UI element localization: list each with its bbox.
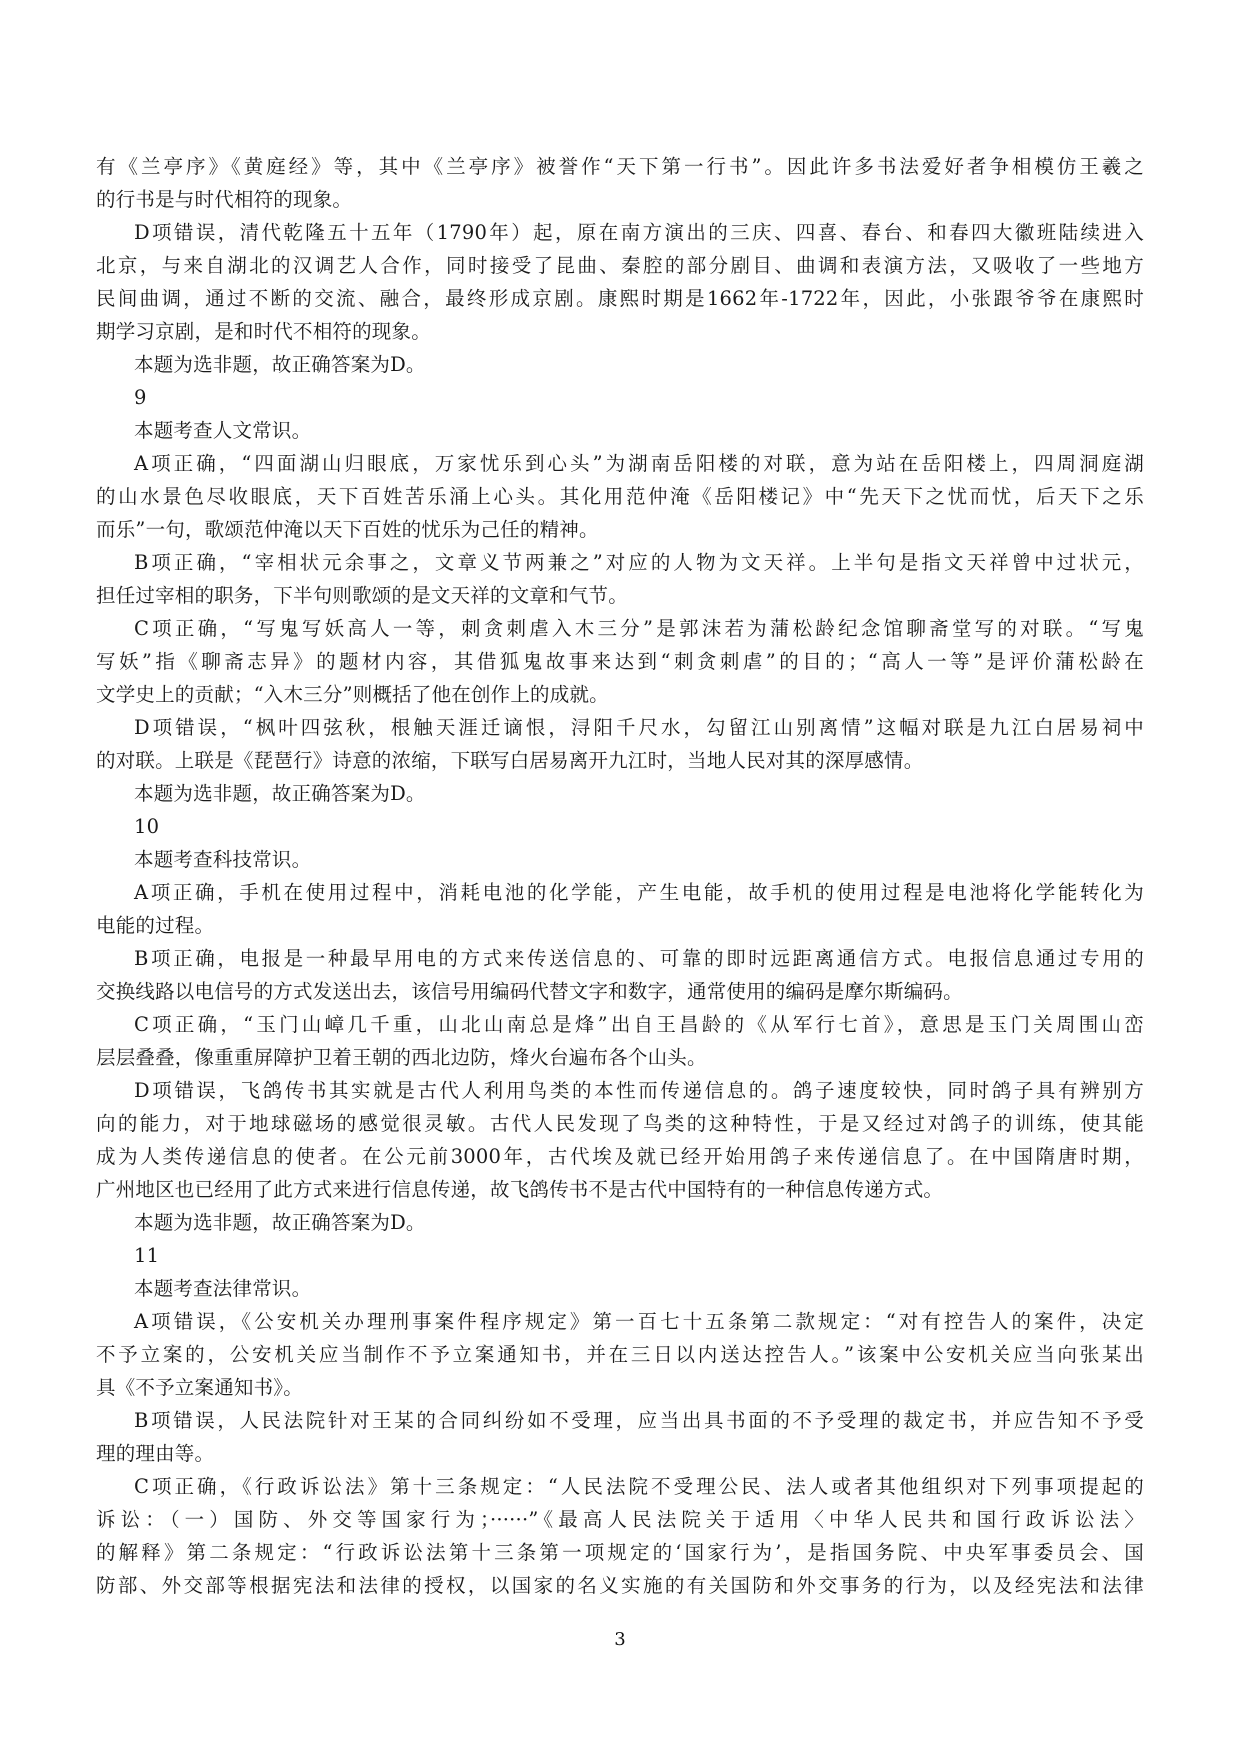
text-line: 向的能力，对于地球磁场的感觉很灵敏。古代人民发现了鸟类的这种特性，于是又经过对鸽子的训练，使其能 [96,1112,1144,1135]
text-line: D项错误，飞鸽传书其实就是古代人利用鸟类的本性而传递信息的。鸽子速度较快，同时鸽子具有辨别方 [134,1079,1144,1102]
text-line: C项正确，《行政诉讼法》第十三条规定：“人民法院不受理公民、法人或者其他组织对下列事项提起的 [134,1475,1144,1498]
text-line: 本题为选非题，故正确答案为D。 [134,1211,426,1234]
text-line: 成为人类传递信息的使者。在公元前3000年，古代埃及就已经开始用鸽子来传递信息了。在中国隋唐时期， [96,1145,1144,1168]
text-line: 期学习京剧，是和时代不相符的现象。 [96,320,431,343]
text-line: B项正确，“宰相状元余事之，文章义节两兼之”对应的人物为文天祥。上半句是指文天祥曾中过状元， [134,551,1144,574]
text-line: 写妖”指《聊斋志异》的题材内容，其借狐鬼故事来达到“刺贪刺虐”的目的；“高人一等”是评价蒲松龄在 [96,650,1144,673]
text-line: 本题考查法律常识。 [134,1277,312,1300]
text-line: 本题为选非题，故正确答案为D。 [134,782,426,805]
text-line: 9 [134,386,147,409]
text-line: 10 [134,815,160,838]
text-line: 北京，与来自湖北的汉调艺人合作，同时接受了昆曲、秦腔的部分剧目、曲调和表演方法，又吸收了一些地方 [96,254,1144,277]
text-line: 的山水景色尽收眼底，天下百姓苦乐涌上心头。其化用范仲淹《岳阳楼记》中“先天下之忧而忧，后天下之乐 [96,485,1144,508]
text-line: 担任过宰相的职务，下半句则歌颂的是文天祥的文章和气节。 [96,584,628,607]
page-number: 3 [614,1629,626,1650]
text-line: 有《兰亭序》《黄庭经》等，其中《兰亭序》被誉作“天下第一行书”。因此许多书法爱好者争相模仿王羲之 [96,155,1144,178]
text-line: 本题考查人文常识。 [134,419,312,442]
text-line: 电能的过程。 [96,914,215,937]
text-line: 的行书是与时代相符的现象。 [96,188,353,211]
text-line: 广州地区也已经用了此方式来进行信息传递，故飞鸽传书不是古代中国特有的一种信息传递方式。 [96,1178,944,1201]
text-line: 的对联。上联是《琵琶行》诗意的浓缩，下联写白居易离开九江时，当地人民对其的深厚感情。 [96,749,924,772]
text-line: 11 [134,1244,160,1267]
text-line: 交换线路以电信号的方式发送出去，该信号用编码代替文字和数字，通常使用的编码是摩尔斯编码。 [96,980,963,1003]
text-line: 不予立案的，公安机关应当制作不予立案通知书，并在三日以内送达控告人。”该案中公安机关应当向张某出 [96,1343,1144,1366]
text-line: 本题考查科技常识。 [134,848,312,871]
text-line: 防部、外交部等根据宪法和法律的授权，以国家的名义实施的有关国防和外交事务的行为，以及经宪法和法律 [96,1574,1144,1597]
text-line: 层层叠叠，像重重屏障护卫着王朝的西北边防，烽火台遍布各个山头。 [96,1046,707,1069]
text-line: C项正确，“写鬼写妖高人一等，刺贪刺虐入木三分”是郭沫若为蒲松龄纪念馆聊斋堂写的对联。“写鬼 [134,617,1144,640]
text-line: D项错误，“枫叶四弦秋，根触天涯迁谪恨，浔阳千尺水，勾留江山别离情”这幅对联是九江白居易祠中 [134,716,1144,739]
text-line: A项正确，手机在使用过程中，消耗电池的化学能，产生电能，故手机的使用过程是电池将化学能转化为 [134,881,1144,904]
text-line: B项错误，人民法院针对王某的合同纠纷如不受理，应当出具书面的不予受理的裁定书，并应告知不予受 [134,1409,1144,1432]
text-line: C项正确，“玉门山嶂几千重，山北山南总是烽”出自王昌龄的《从军行七首》，意思是玉门关周围山峦 [134,1013,1144,1036]
text-line: 诉讼：（一）国防、外交等国家行为；······”《最高人民法院关于适用〈中华人民共和国行政诉讼法〉 [96,1508,1144,1531]
text-line: 本题为选非题，故正确答案为D。 [134,353,426,376]
text-line: B项正确，电报是一种最早用电的方式来传送信息的、可靠的即时远距离通信方式。电报信息通过专用的 [134,947,1144,970]
text-line: D项错误，清代乾隆五十五年（1790年）起，原在南方演出的三庆、四喜、春台、和春四大徽班陆续进入 [134,221,1144,244]
text-line: 民间曲调，通过不断的交流、融合，最终形成京剧。康熙时期是1662年-1722年，因此，小张跟爷爷在康熙时 [96,287,1144,310]
text-line: 具《不予立案通知书》。 [96,1376,303,1399]
text-line: A项错误，《公安机关办理刑事案件程序规定》第一百七十五条第二款规定：“对有控告人的案件，决定 [134,1310,1144,1333]
text-line: 而乐”一句，歌颂范仲淹以天下百姓的忧乐为己任的精神。 [96,518,599,541]
text-line: A项正确，“四面湖山归眼底，万家忧乐到心头”为湖南岳阳楼的对联，意为站在岳阳楼上，四周洞庭湖 [134,452,1144,475]
text-line: 的解释》第二条规定：“行政诉讼法第十三条第一项规定的‘国家行为’，是指国务院、中央军事委员会、国 [96,1541,1144,1564]
text-line: 理的理由等。 [96,1442,215,1465]
document-page [96,150,1144,1602]
text-line: 文学史上的贡献；“入木三分”则概括了他在创作上的成就。 [96,683,609,706]
